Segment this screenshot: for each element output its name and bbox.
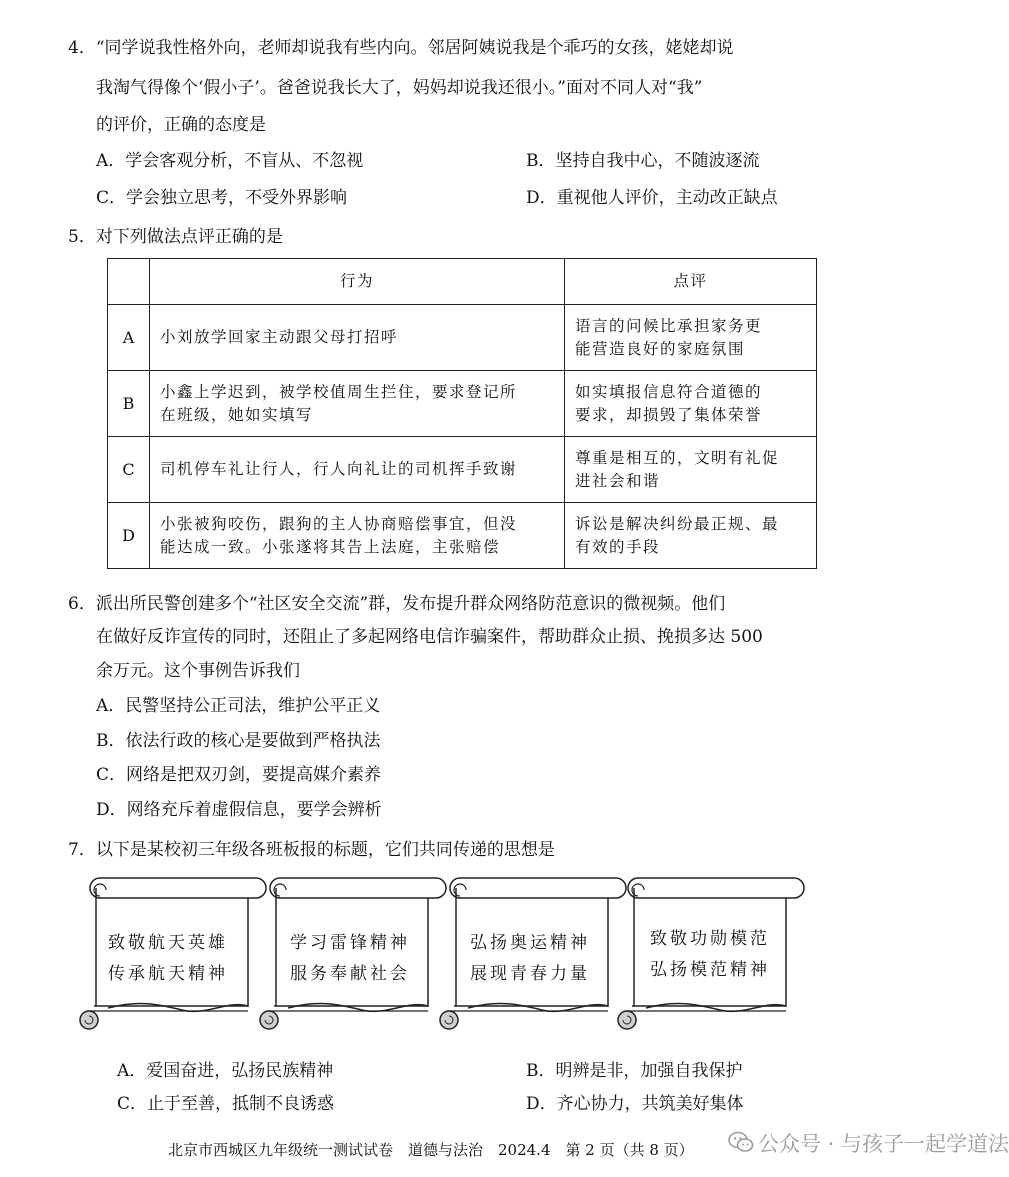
q7-stem: 7．以下是某校初三年级各班板报的标题，它们共同传递的思想是 — [68, 840, 555, 860]
q4-stem-line-3: 的评价，正确的态度是 — [96, 115, 266, 135]
q7-option-d: D．齐心协力，共筑美好集体 — [526, 1094, 744, 1114]
scroll-banner-4 — [616, 872, 796, 1032]
row-action: 小鑫上学迟到，被学校值周生拦住，要求登记所 在班级，她如实填写 — [150, 371, 565, 437]
table-row — [108, 503, 817, 569]
q5-table-header-row — [108, 259, 817, 305]
q6-option-a: A．民警坚持公正司法，维护公平正义 — [96, 696, 381, 716]
row-label: C — [108, 437, 150, 503]
q7-option-a: A．爱国奋进，弘扬民族精神 — [117, 1061, 334, 1081]
q5-header-comment: 点评 — [565, 259, 817, 305]
q6-stem-line-3: 余万元。这个事例告诉我们 — [96, 661, 300, 681]
q6-stem-line-1: 6．派出所民警创建多个“社区安全交流”群，发布提升群众网络防范意识的微视频。他们 — [68, 594, 726, 614]
page-footer: 北京市西城区九年级统一测试试卷 道德与法治 2024.4 第 2 页（共 8 页） — [168, 1141, 694, 1159]
q5-header-action: 行为 — [150, 259, 565, 305]
scroll-text: 致敬功勋模范 弘扬模范精神 — [650, 929, 770, 980]
row-comment: 如实填报信息符合道德的 要求，却损毁了集体荣誉 — [565, 371, 817, 437]
scroll-text: 致敬航天英雄 传承航天精神 — [108, 933, 228, 984]
row-label: A — [108, 305, 150, 371]
q6-stem-line-2: 在做好反诈宣传的同时，还阻止了多起网络电信诈骗案件，帮助群众止损、挽损多达 500 — [96, 627, 763, 647]
row-action: 小刘放学回家主动跟父母打招呼 — [150, 305, 565, 371]
q4-option-d: D．重视他人评价，主动改正缺点 — [526, 188, 778, 208]
q5-table — [107, 258, 817, 569]
q6-option-b: B．依法行政的核心是要做到严格执法 — [96, 731, 381, 751]
q7-option-b: B．明辨是非，加强自我保护 — [526, 1061, 743, 1081]
q7-option-c: C．止于至善，抵制不良诱惑 — [117, 1094, 335, 1114]
q6-option-d: D．网络充斥着虚假信息，要学会辨析 — [96, 800, 382, 820]
row-action: 小张被狗咬伤，跟狗的主人协商赔偿事宜，但没 能达成一致。小张遂将其告上法庭，主张赔偿 — [150, 503, 565, 569]
q4-option-c: C．学会独立思考，不受外界影响 — [96, 188, 348, 208]
q4-option-a: A．学会客观分析，不盲从、不忽视 — [96, 151, 364, 171]
scroll-text: 学习雷锋精神 服务奉献社会 — [290, 933, 410, 984]
row-label: D — [108, 503, 150, 569]
q4-stem-line-1: 4．“同学说我性格外向，老师却说我有些内向。邻居阿姨说我是个乖巧的女孩，姥姥却说 — [68, 38, 734, 58]
row-comment: 诉讼是解决纠纷最正规、最 有效的手段 — [565, 503, 817, 569]
table-row — [108, 437, 817, 503]
q4-option-b: B．坚持自我中心，不随波逐流 — [526, 151, 760, 171]
scroll-banner-1 — [78, 872, 258, 1032]
row-action: 司机停车礼让行人，行人向礼让的司机挥手致谢 — [150, 437, 565, 503]
q5-stem: 5．对下列做法点评正确的是 — [68, 227, 283, 247]
scroll-banner-3 — [438, 872, 618, 1032]
table-row — [108, 371, 817, 437]
wechat-icon — [728, 1131, 754, 1153]
q6-option-c: C．网络是把双刃剑，要提高媒介素养 — [96, 765, 382, 785]
scroll-text: 弘扬奥运精神 展现青春力量 — [470, 933, 590, 984]
table-row — [108, 305, 817, 371]
q4-stem-line-2: 我淘气得像个‘假小子’。爸爸说我长大了，妈妈却说我还很小。”面对不同人对“我” — [96, 78, 703, 98]
row-label: B — [108, 371, 150, 437]
scroll-banner-2 — [258, 872, 438, 1032]
watermark: 公众号 · 与孩子一起学道法 — [758, 1132, 1009, 1156]
q5-header-blank — [108, 259, 150, 305]
row-comment: 尊重是相互的，文明有礼促 进社会和谐 — [565, 437, 817, 503]
row-comment: 语言的问候比承担家务更 能营造良好的家庭氛围 — [565, 305, 817, 371]
